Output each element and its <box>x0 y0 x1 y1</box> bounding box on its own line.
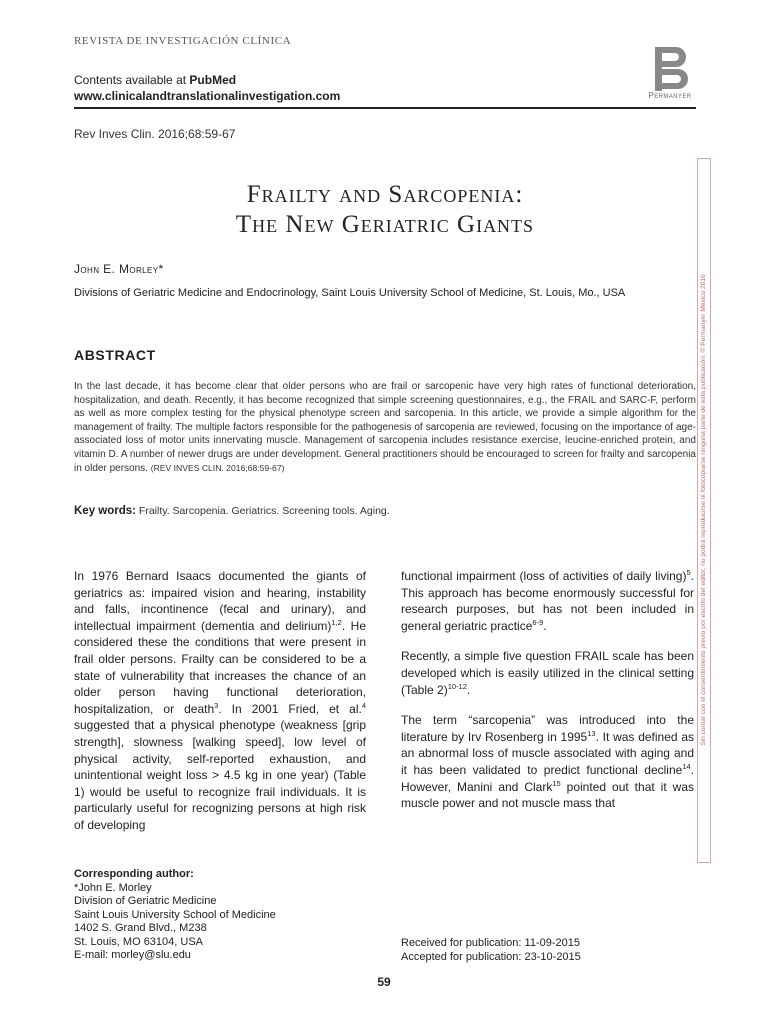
header-rule <box>74 107 696 109</box>
article-title <box>74 180 696 240</box>
text-run: pointed out that it was muscle power and not muscle mass that <box>401 779 694 811</box>
citation-ref[interactable]: 3 <box>214 700 219 710</box>
page-number: 59 <box>377 975 391 989</box>
text-run: . This approach has become enormously successful for research purposes, but has not been included in general geriatric practice <box>401 569 694 633</box>
publication-dates <box>401 937 581 964</box>
side-copyright-notice: Sin contar con el consentimiento previo por escrito del editor, no podrá reproducirse ni fotocopiarse ninguna parte de esta publicación. © Permanyer México 2016 <box>700 274 707 746</box>
text-run: The term “sarcopenia” was introduced into the literature by Irv Rosenberg in 1995 <box>401 713 694 744</box>
contents-prefix: Contents available at <box>74 73 190 87</box>
correspondence-line: 1402 S. Grand Blvd., M238 <box>74 922 207 934</box>
author: John E. Morley* <box>74 262 164 276</box>
body-column-right <box>401 568 694 826</box>
citation-ref[interactable]: 1,2 <box>331 617 342 627</box>
correspondence-line: *John E. Morley <box>74 881 152 894</box>
correspondence-line: Saint Louis University School of Medicine <box>74 908 276 921</box>
citation-ref[interactable]: 5 <box>686 568 691 577</box>
keywords <box>74 505 390 517</box>
citation-ref[interactable]: 6-9 <box>532 617 544 627</box>
keywords-text: Frailty. Sarcopenia. Geriatrics. Screening tools. Aging. <box>136 505 390 517</box>
citation: Rev Inves Clin. 2016;68:59-67 <box>74 127 236 141</box>
citation-ref[interactable]: 4 <box>361 700 367 710</box>
body-column-left <box>74 568 366 848</box>
text-run: Recently, a simple five question FRAIL scale has been developed which is easily utilized in the clinical setting (Table 2) <box>401 649 694 697</box>
title-line-2: The New Geriatric Giants <box>235 211 535 238</box>
text-run: . <box>543 618 547 633</box>
correspondence-heading: Corresponding author: <box>74 868 194 880</box>
text-run: In 1976 Bernard Isaacs documented the giants of geriatrics as: impaired vision and hearing, instability and falls, incontinence (fecal and urinary), and intellectual impairment (dementia and delirium) <box>74 569 366 633</box>
abstract-text <box>74 380 696 475</box>
paragraph <box>401 648 694 698</box>
affiliation: Divisions of Geriatric Medicine and Endocrinology, Saint Louis University School of Medicine, St. Louis, Mo., USA <box>74 287 626 299</box>
contents-block <box>74 72 340 104</box>
website-link[interactable]: www.clinicalandtranslationalinvestigation.com <box>74 89 341 103</box>
pubmed-link[interactable]: PubMed <box>189 73 237 87</box>
permanyer-logo-icon <box>652 47 688 91</box>
text-run: suggested that a physical phenotype (weakness [grip strength], slowness [walking speed], low level of physical activity, self-reported exhaustion, and unintentional weight loss > 4.5 kg in one year) (Table 1) would be useful to recognize frail individuals. It is particularly useful for recognizing persons at high risk of developing <box>74 718 366 832</box>
publisher-name: Permanyer <box>648 91 692 100</box>
keywords-label: Key words: <box>74 505 136 517</box>
text-run: . In 2001 Fried, et al. <box>218 701 362 716</box>
text-run: . He considered these the conditions that were present in frail older persons. Frailty can be considered to be a state of vulnerability that increases the chance of an older person having functional deterioration, hospitalization, or death <box>74 618 366 716</box>
citation-ref[interactable]: 13 <box>587 728 596 738</box>
abstract-reference: (REV INVES CLIN. 2016;68:59-67) <box>150 462 285 473</box>
abstract-body: In the last decade, it has become clear that older persons who are frail or sarcopenic have very high rates of functional deterioration, hospitalization, and death. Recently, it has become recognized that simple screening questionnaires, e.g., the FRAIL and SARC-F, perform as well as more complex testing for the physical phenotype screen and sarcopenia. In this article, we provide a simple algorithm for the management of frailty. The multiple factors responsible for the pathogenesis of sarcopenia are reviewed, focusing on the importance of age-associated loss of motor units innervating muscle. Management of sarcopenia includes resistance exercise, leucine-enriched protein, and vitamin D. A number of newer drugs are under development. General practitioners should be encouraged to screen for frailty and sarcopenia in older persons. <box>74 381 696 474</box>
correspondence-email[interactable]: E-mail: morley@slu.edu <box>74 949 191 961</box>
abstract-heading: ABSTRACT <box>74 347 156 363</box>
text-run: . However, Manini and Clark <box>401 762 694 794</box>
text-run: . <box>466 682 471 697</box>
paragraph <box>401 568 694 634</box>
received-date: Received for publication: 11-09-2015 <box>401 937 580 949</box>
citation-ref[interactable]: 15 <box>552 778 561 788</box>
text-run: . It was defined as an abnormal loss of muscle associated with aging and it has been validated to predict functional decline <box>401 729 694 777</box>
citation-ref[interactable]: 10-12 <box>447 681 467 691</box>
title-line-1: Frailty and Sarcopenia: <box>246 181 524 208</box>
correspondence-block <box>74 868 276 963</box>
paragraph <box>74 568 366 834</box>
text-run: functional impairment (loss of activities of daily living) <box>401 569 687 583</box>
journal-name: REVISTA DE INVESTIGACIÓN CLÍNICA <box>74 35 292 47</box>
contents-line <box>74 72 340 88</box>
citation-ref[interactable]: 14 <box>682 761 691 771</box>
accepted-date: Accepted for publication: 23-10-2015 <box>401 950 581 963</box>
correspondence-line: Division of Geriatric Medicine <box>74 895 217 907</box>
correspondence-line: St. Louis, MO 63104, USA <box>74 935 204 948</box>
paragraph <box>401 712 694 812</box>
